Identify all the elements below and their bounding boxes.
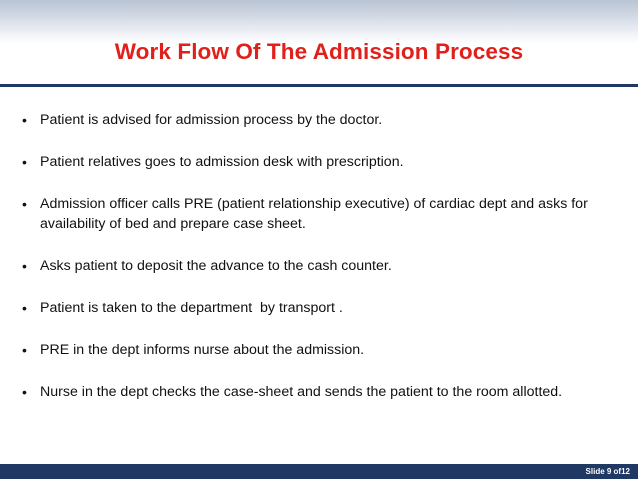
title-divider	[0, 84, 638, 87]
slide-title: Work Flow Of The Admission Process	[114, 39, 524, 64]
bullet-item-7	[0, 382, 638, 402]
bullet-text: Asks patient to deposit the advance to the cash counter.	[40, 258, 392, 274]
bullet-item-2	[0, 152, 638, 172]
bullet-dot-icon: •	[22, 196, 27, 212]
bullet-text: Admission officer calls PRE (patient relationship executive) of cardiac dept and asks for availability of bed and prepare case sheet.	[40, 196, 588, 232]
bullet-text: Patient is taken to the department by transport .	[40, 300, 343, 316]
bullet-text: PRE in the dept informs nurse about the admission.	[40, 342, 365, 358]
bullet-dot-icon: •	[22, 112, 27, 128]
bullet-dot-icon: •	[22, 384, 27, 400]
bullet-item-4	[0, 256, 638, 276]
bullet-item-1	[0, 110, 638, 130]
bullet-text: Nurse in the dept checks the case-sheet and sends the patient to the room allotted.	[40, 384, 563, 400]
bullet-item-3	[0, 194, 638, 234]
bullet-list	[0, 110, 638, 424]
bullet-text: Patient is advised for admission process by the doctor.	[40, 112, 383, 128]
footer-bar	[0, 464, 638, 479]
bullet-dot-icon: •	[22, 154, 27, 170]
slide-number: Slide 9 of12	[585, 467, 630, 476]
bullet-dot-icon: •	[22, 342, 27, 358]
bullet-item-5	[0, 298, 638, 318]
bullet-text: Patient relatives goes to admission desk with prescription.	[40, 154, 404, 170]
bullet-item-6	[0, 340, 638, 360]
bullet-dot-icon: •	[22, 300, 27, 316]
bullet-dot-icon: •	[22, 258, 27, 274]
